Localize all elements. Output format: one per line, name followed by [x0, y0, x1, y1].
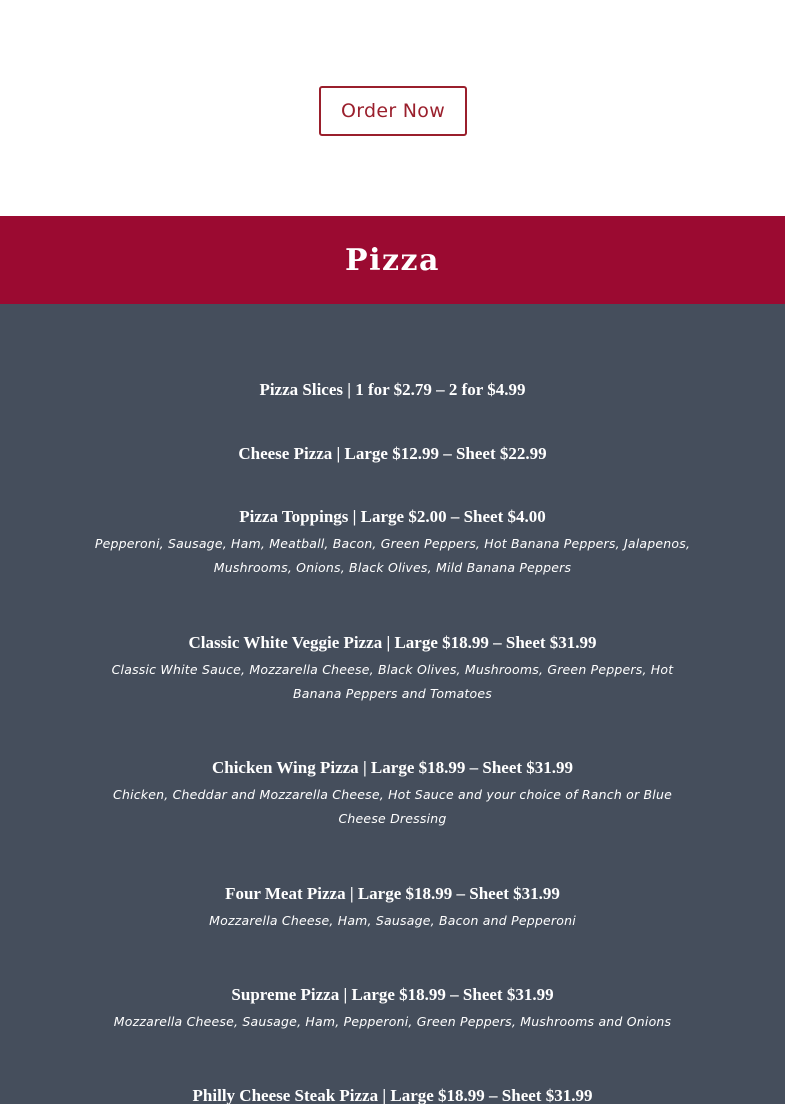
- menu-item: [0, 444, 785, 464]
- item-name: Four Meat Pizza: [225, 884, 346, 903]
- item-name: Chicken Wing Pizza: [211, 758, 359, 777]
- menu-item: [0, 1086, 785, 1104]
- item-name: Supreme Pizza: [231, 985, 340, 1004]
- item-description: Pepperoni, Sausage, Ham, Meatball, Bacon, Green Peppers, Hot Banana Peppers, Jalapenos, Mushrooms, Onions, Black Olives, Mild Banana Peppers: [94, 536, 691, 575]
- item-name: Classic White Veggie Pizza: [188, 633, 383, 652]
- menu-item: [0, 758, 785, 831]
- menu-item: [0, 380, 785, 400]
- top-section: [0, 0, 785, 216]
- item-description: Mozzarella Cheese, Sausage, Ham, Pepperoni, Green Peppers, Mushrooms and Onions: [113, 1014, 672, 1029]
- item-name: Pizza Slices: [259, 380, 343, 399]
- item-price: | Large $12.99 – Sheet $22.99: [332, 444, 547, 463]
- order-now-button[interactable]: Order Now: [319, 86, 467, 136]
- item-name: Philly Cheese Steak Pizza: [192, 1086, 379, 1104]
- item-name: Pizza Toppings: [239, 507, 349, 526]
- item-name: Cheese Pizza: [238, 444, 333, 463]
- item-description: Mozzarella Cheese, Ham, Sausage, Bacon and Pepperoni: [209, 913, 576, 928]
- menu-list: [0, 304, 785, 1104]
- item-description: Classic White Sauce, Mozzarella Cheese, Black Olives, Mushrooms, Green Peppers, Hot Banana Peppers and Tomatoes: [111, 662, 674, 701]
- item-price: | Large $18.99 – Sheet $31.99: [378, 1086, 593, 1104]
- menu-item: [0, 884, 785, 933]
- item-price: | Large $18.99 – Sheet $31.99: [382, 633, 597, 652]
- section-title: Pizza: [345, 242, 440, 278]
- item-price: | Large $18.99 – Sheet $31.99: [339, 985, 554, 1004]
- section-banner: [0, 216, 785, 304]
- item-price: | Large $2.00 – Sheet $4.00: [348, 507, 546, 526]
- menu-item: [0, 633, 785, 706]
- item-price: | 1 for $2.79 – 2 for $4.99: [343, 380, 526, 399]
- item-price: | Large $18.99 – Sheet $31.99: [358, 758, 574, 777]
- menu-item: [0, 507, 785, 580]
- menu-item: [0, 985, 785, 1034]
- item-description: Chicken, Cheddar and Mozzarella Cheese, Hot Sauce and your choice of Ranch or Blue Cheese Dressing: [113, 787, 672, 826]
- item-price: | Large $18.99 – Sheet $31.99: [345, 884, 560, 903]
